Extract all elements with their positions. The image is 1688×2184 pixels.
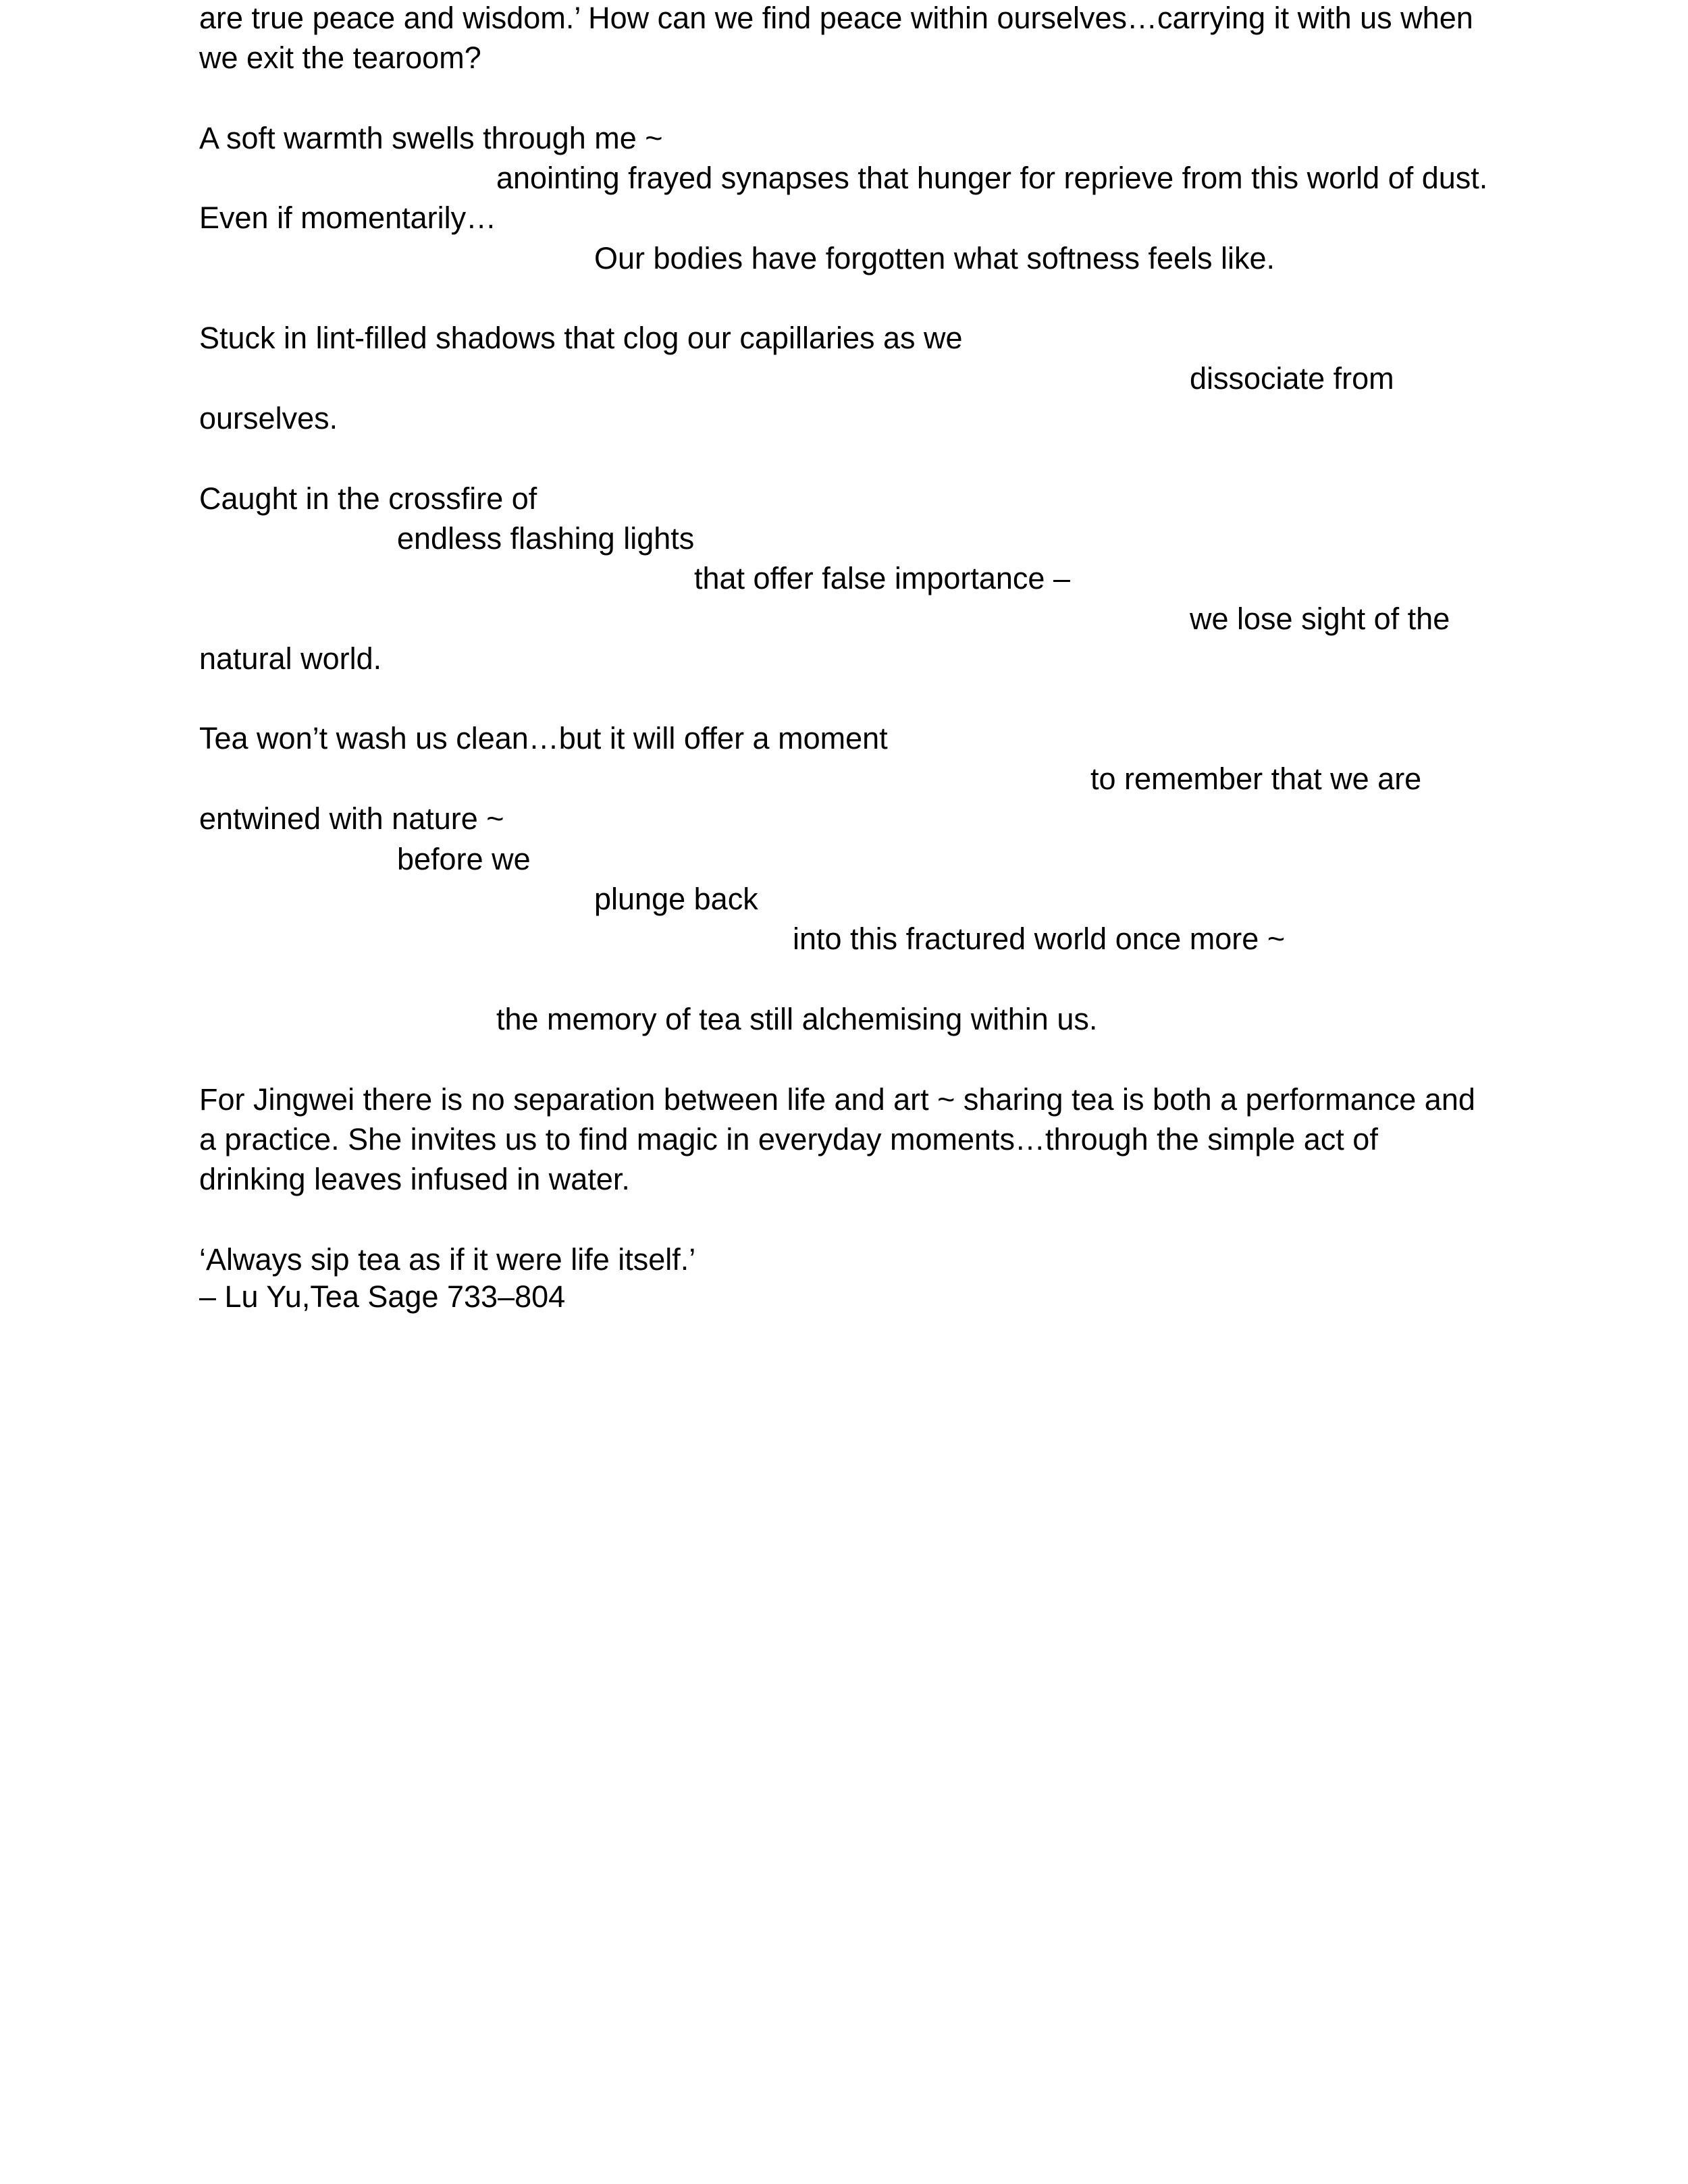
poem-line: Our bodies have forgotten what softness feels like. <box>594 241 1275 275</box>
poem-line: before we <box>397 842 531 876</box>
poem-line: Caught in the crossfire of <box>199 481 537 516</box>
poem-line: plunge back <box>594 882 758 916</box>
paragraph-line: For Jingwei there is no separation between life and art ~ sharing tea is both a performance and <box>199 1082 1475 1117</box>
paragraph-line: are true peace and wisdom.’ How can we find peace within ourselves…carrying it with us when <box>199 1 1473 35</box>
poem-line: natural world. <box>199 641 382 676</box>
poem-line: anointing frayed synapses that hunger for reprieve from this world of dust. <box>496 161 1488 195</box>
quote-attribution: – Lu Yu,Tea Sage 733–804 <box>199 1279 566 1314</box>
paragraph-line: a practice. She invites us to find magic in everyday moments…through the simple act of <box>199 1122 1378 1156</box>
poem-line: dissociate from <box>1190 361 1394 396</box>
poem-line: to remember that we are <box>1090 762 1422 796</box>
poem-line: into this fractured world once more ~ <box>793 922 1286 956</box>
poem-line: Tea won’t wash us clean…but it will offer a moment <box>199 721 888 755</box>
quote-line: ‘Always sip tea as if it were life itself.’ <box>199 1242 696 1277</box>
poem-line: ourselves. <box>199 401 338 435</box>
poem-line: endless flashing lights <box>397 521 695 556</box>
poem-line: entwined with nature ~ <box>199 801 504 836</box>
poem-line: the memory of tea still alchemising within us. <box>496 1002 1098 1036</box>
paragraph-line: we exit the tearoom? <box>199 41 481 75</box>
paragraph-line: drinking leaves infused in water. <box>199 1162 630 1196</box>
poem-line: A soft warmth swells through me ~ <box>199 121 663 155</box>
poem-line: that offer false importance – <box>694 561 1070 595</box>
poem-line: Even if momentarily… <box>199 201 497 235</box>
poem-line: Stuck in lint-filled shadows that clog our capillaries as we <box>199 321 963 355</box>
poem-line: we lose sight of the <box>1190 602 1450 636</box>
